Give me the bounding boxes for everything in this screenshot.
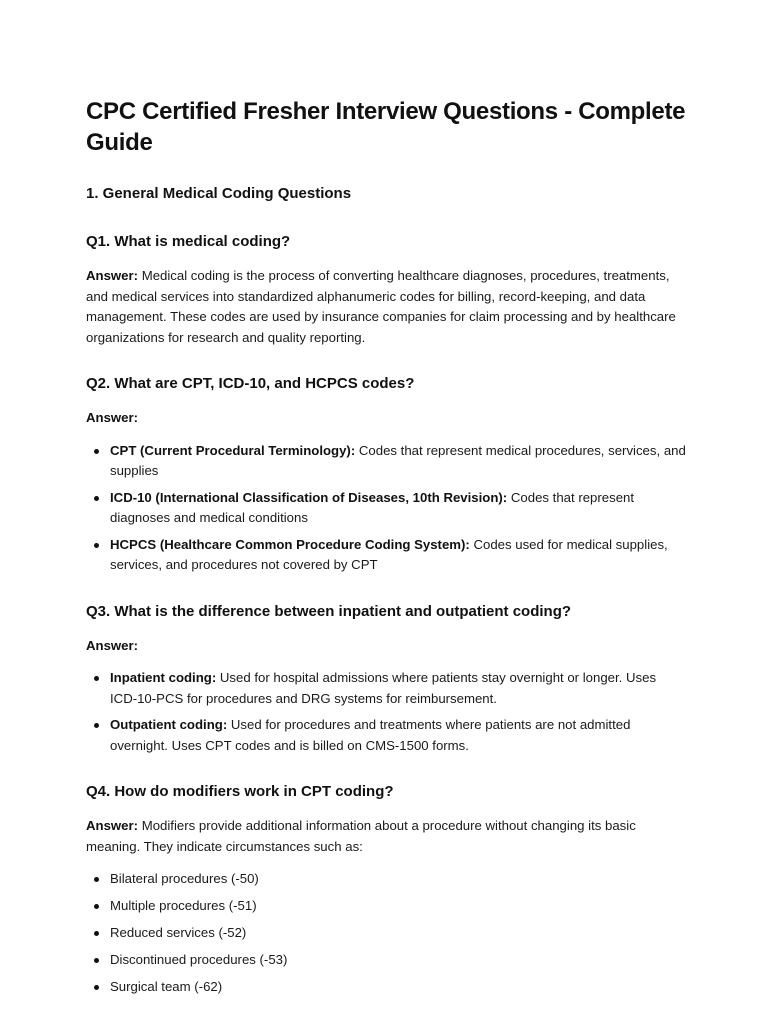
list-item-text: Codes that represent medical procedures, services, and supplies: [110, 442, 686, 478]
list-item: Surgical team (-62): [110, 977, 686, 998]
list-item-term: HCPCS (Healthcare Common Procedure Coding System):: [110, 536, 470, 552]
list-item-term: ICD-10 (International Classification of Diseases, 10th Revision):: [110, 489, 508, 505]
coding-types-list: [86, 668, 686, 756]
answer-q1: [86, 266, 686, 348]
question-q4: Q4. How do modifiers work in CPT coding?: [86, 783, 394, 800]
list-item-term: CPT (Current Procedural Terminology):: [110, 442, 356, 458]
question-q3: Q3. What is the difference between inpatient and outpatient coding?: [86, 602, 572, 620]
list-item-term: Inpatient coding:: [110, 670, 217, 685]
list-item: Bilateral procedures (-50): [110, 869, 686, 890]
modifiers-list: [86, 869, 686, 998]
list-item-text: Used for procedures and treatments where patients are not admitted overnight. Uses CPT codes and is billed on CMS-1500 forms.: [110, 717, 631, 753]
list-item: [110, 441, 686, 482]
answer-label: Answer:: [86, 410, 139, 425]
answer-label: Answer:: [86, 637, 139, 653]
answer-q4: [86, 816, 686, 857]
list-item: [110, 715, 686, 756]
answer-q3: [86, 636, 686, 657]
list-item: Multiple procedures (-51): [110, 896, 686, 917]
list-item-text: Codes that represent diagnoses and medical conditions: [110, 489, 635, 525]
list-item-text: Used for hospital admissions where patients stay overnight or longer. Uses ICD-10-PCS for procedures and DRG systems for reimbursement.: [110, 670, 657, 706]
answer-q2: [86, 408, 686, 429]
section-heading-general: 1. General Medical Coding Questions: [86, 185, 352, 202]
list-item-text: Codes used for medical supplies, services, and procedures not covered by CPT: [110, 536, 668, 572]
list-item: [110, 535, 686, 576]
list-item: [110, 668, 686, 709]
question-q1: Q1. What is medical coding?: [86, 233, 291, 250]
list-item: [110, 488, 686, 529]
document-page: [86, 96, 686, 1004]
question-q2: Q2. What are CPT, ICD-10, and HCPCS codes?: [86, 375, 415, 392]
list-item-term: Outpatient coding:: [110, 717, 228, 732]
list-item: Reduced services (-52): [110, 923, 686, 944]
answer-label: Answer:: [86, 818, 139, 833]
page-title: CPC Certified Fresher Interview Questions - Complete Guide: [86, 98, 686, 156]
list-item: Discontinued procedures (-53): [110, 950, 686, 971]
answer-text: Modifiers provide additional information about a procedure without changing its basic meaning. They indicate circumstances such as:: [86, 818, 636, 854]
answer-label: Answer:: [86, 268, 139, 283]
code-types-list: [86, 441, 686, 576]
answer-text: Medical coding is the process of converting healthcare diagnoses, procedures, treatments, and medical services into standardized alphanumeric codes for billing, record-keeping, and data management. These codes are used by insurance companies for claim processing and by healthcare organizations for research and quality reporting.: [86, 268, 676, 345]
